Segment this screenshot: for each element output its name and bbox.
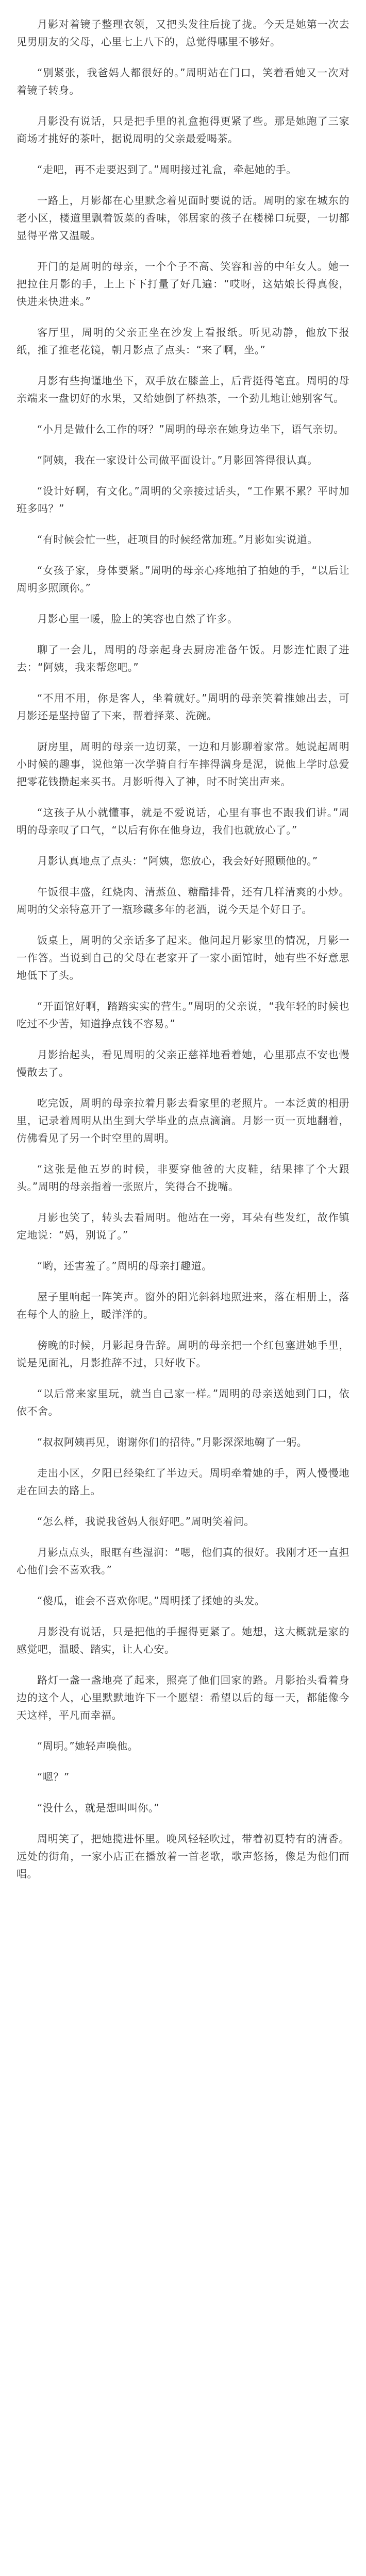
paragraph: “不用不用，你是客人，坐着就好。”周明的母亲笑着推她出去，可月影还是坚持留了下来，帮着择菜、洗碗。	[16, 692, 350, 722]
paragraph: 客厅里，周明的父亲正坐在沙发上看报纸。听见动静，他放下报纸，推了推老花镜，朝月影点了点头：“来了啊，坐。”	[16, 326, 350, 356]
paragraph: “嗯？”	[37, 1771, 70, 1783]
paragraph: “周明。”她轻声唤他。	[37, 1740, 139, 1752]
paragraph: 周明笑了，把她揽进怀里。晚风轻轻吹过，带着初夏特有的清香。远处的街角，一家小店正在播放着一首老歌，歌声悠扬，像是为他们而唱。	[16, 1833, 350, 1880]
paragraph: “叔叔阿姨再见，谢谢你们的招待。”月影深深地鞠了一躬。	[37, 1436, 308, 1448]
paragraph: “别紧张，我爸妈人都很好的。”周明站在门口，笑着看她又一次对着镜子转身。	[16, 66, 350, 96]
paragraph: 饭桌上，周明的父亲话多了起来。他问起月影家里的情况，月影一一作答。当说到自己的父母在老家开了一家小面馆时，她有些不好意思地低下了头。	[16, 934, 350, 981]
paragraph: “傻瓜，谁会不喜欢你呢。”周明揉了揉她的头发。	[37, 1595, 265, 1607]
paragraph: 午饭很丰盛，红烧肉、清蒸鱼、糖醋排骨，还有几样清爽的小炒。周明的父亲特意开了一瓶珍藏多年的老酒，说今天是个好日子。	[16, 886, 350, 916]
paragraph: 一路上，月影都在心里默念着见面时要说的话。周明的家在城东的老小区，楼道里飘着饭菜的香味，邻居家的孩子在楼梯口玩耍，一切都显得平常又温暖。	[16, 194, 350, 242]
paragraph: “开面馆好啊，踏踏实实的营生。”周明的父亲说，“我年轻的时候也吃过不少苦，知道挣点钱不容易。”	[16, 1000, 350, 1030]
paragraph: “阿姨，我在一家设计公司做平面设计。”月影回答得很认真。	[37, 454, 318, 466]
paragraph: “以后常来家里玩，就当自己家一样。”周明的母亲送她到门口，依依不舍。	[16, 1387, 350, 1417]
paragraph: 月影心里一暖，脸上的笑容也自然了许多。	[37, 613, 238, 625]
paragraph: 月影没有说话，只是把手里的礼盒抱得更紧了些。那是她跑了三家商场才挑好的茶叶，据说周明的父亲最爱喝茶。	[16, 115, 350, 145]
paragraph: 吃完饭，周明的母亲拉着月影去看家里的老照片。一本泛黄的相册里，记录着周明从出生到大学毕业的点点滴滴。月影一页一页地翻着，仿佛看见了另一个时空里的周明。	[16, 1097, 350, 1144]
paragraph: 开门的是周明的母亲，一个个子不高、笑容和善的中年女人。她一把拉住月影的手，上上下下打量了好几遍：“哎呀，这姑娘长得真俊，快进来快进来。”	[16, 260, 350, 308]
paragraph: “小月是做什么工作的呀？”周明的母亲在她身边坐下，语气亲切。	[37, 423, 344, 435]
paragraph: 聊了一会儿，周明的母亲起身去厨房准备午饭。月影连忙跟了进去：“阿姨，我来帮您吧。”	[16, 643, 350, 673]
paragraph: “设计好啊，有文化。”周明的父亲接过话头，“工作累不累？平时加班多吗？”	[16, 485, 350, 515]
paragraph: 月影也笑了，转头去看周明。他站在一旁，耳朵有些发红，故作镇定地说：“妈，别说了。”	[16, 1211, 350, 1241]
paragraph: 走出小区，夕阳已经染红了半边天。周明牵着她的手，两人慢慢地走在回去的路上。	[16, 1467, 350, 1497]
article-body	[16, 15, 350, 1883]
paragraph: “这孩子从小就懂事，就是不爱说话，心里有事也不跟我们讲。”周明的母亲叹了口气，“以后有你在他身边，我们也就放心了。”	[16, 806, 350, 836]
paragraph: 月影对着镜子整理衣领，又把头发往后拢了拢。今天是她第一次去见男朋友的父母，心里七上八下的，总觉得哪里不够好。	[16, 18, 350, 48]
paragraph: “没什么，就是想叫叫你。”	[37, 1802, 160, 1814]
paragraph: 月影没有说话，只是把他的手握得更紧了。她想，这大概就是家的感觉吧，温暖、踏实，让人心安。	[16, 1625, 350, 1655]
paragraph: 月影点点头，眼眶有些湿润：“嗯，他们真的很好。我刚才还一直担心他们会不喜欢我。”	[16, 1546, 350, 1576]
paragraph: “女孩子家，身体要紧。”周明的母亲心疼地拍了拍她的手，“以后让周明多照顾你。”	[16, 564, 350, 594]
paragraph: “怎么样，我说我爸妈人很好吧。”周明笑着问。	[37, 1515, 255, 1528]
paragraph: 路灯一盏一盏地亮了起来，照亮了他们回家的路。月影抬头看着身边的这个人，心里默默地许下一个愿望：希望以后的每一天，都能像今天这样，平凡而幸福。	[16, 1674, 350, 1721]
paragraph: “有时候会忙一些，赶项目的时候经常加班。”月影如实说道。	[37, 533, 318, 546]
paragraph: 月影有些拘谨地坐下，双手放在膝盖上，后背挺得笔直。周明的母亲端来一盘切好的水果，又给她倒了杯热茶，一个劲儿地让她别客气。	[16, 375, 350, 404]
paragraph: 月影认真地点了点头：“阿姨，您放心，我会好好照顾他的。”	[37, 855, 318, 867]
paragraph: 傍晚的时候，月影起身告辞。周明的母亲把一个红包塞进她手里，说是见面礼，月影推辞不过，只好收下。	[16, 1339, 350, 1369]
paragraph: “走吧，再不走要迟到了。”周明接过礼盒，牵起她的手。	[37, 163, 297, 176]
paragraph: 厨房里，周明的母亲一边切菜，一边和月影聊着家常。她说起周明小时候的趣事，说他第一次学骑自行车摔得满身是泥，说他上学时总爱把零花钱攒起来买书。月影听得入了神，时不时笑出声来。	[16, 740, 350, 788]
paragraph: “这张是他五岁的时候，非要穿他爸的大皮鞋，结果摔了个大跟头。”周明的母亲指着一张照片，笑得合不拢嘴。	[16, 1163, 350, 1193]
paragraph: “哟，还害羞了。”周明的母亲打趣道。	[37, 1260, 212, 1272]
paragraph: 月影抬起头，看见周明的父亲正慈祥地看着她，心里那点不安也慢慢散去了。	[16, 1048, 350, 1078]
paragraph: 屋子里响起一阵笑声。窗外的阳光斜斜地照进来，落在相册上，落在每个人的脸上，暖洋洋的。	[16, 1291, 350, 1320]
